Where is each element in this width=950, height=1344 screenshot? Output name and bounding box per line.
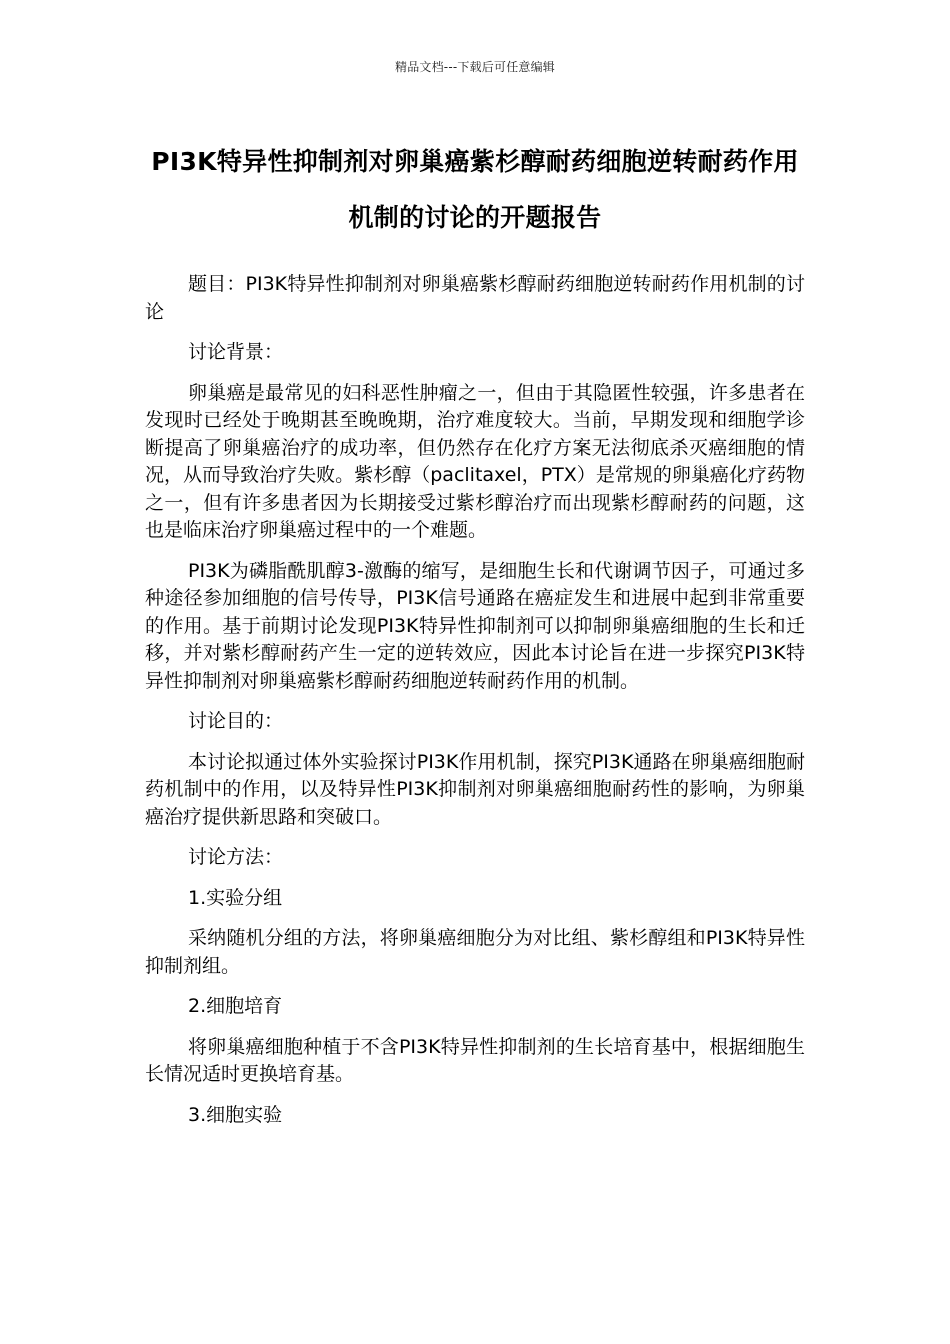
- method-heading-grouping: 1.实验分组: [188, 886, 283, 909]
- paragraph-background-ovarian-cancer: 卵巢癌是最常见的妇科恶性肿瘤之一，但由于其隐匿性较强，许多患者在发现时已经处于晚期甚至晚晚期，治疗难度较大。当前，早期发现和细胞学诊断提高了卵巢癌治疗的成功率，但仍然存在化疗方案无法彻底杀灭癌细胞的情况，从而导致治疗失败。紫杉醇（paclitaxel，PTX）是常规的卵巢癌化疗药物之一，但有许多患者因为长期接受过紫杉醇治疗而出现紫杉醇耐药的问题，这也是临床治疗卵巢癌过程中的一个难题。: [145, 381, 805, 541]
- heading-purpose: 讨论目的：: [188, 710, 284, 732]
- paragraph-topic: 题目：PI3K特异性抑制剂对卵巢癌紫杉醇耐药细胞逆转耐药作用机制的讨论: [145, 273, 805, 323]
- paragraph-purpose: 本讨论拟通过体外实验探讨PI3K作用机制，探究PI3K通路在卵巢癌细胞耐药机制中的作用，以及特异性PI3K抑制剂对卵巢癌细胞耐药性的影响，为卵巢癌治疗提供新思路和突破口。: [145, 750, 805, 828]
- paragraph-background-pi3k: PI3K为磷脂酰肌醇3-激酶的缩写，是细胞生长和代谢调节因子，可通过多种途径参加细胞的信号传导，PI3K信号通路在癌症发生和进展中起到非常重要的作用。基于前期讨论发现PI3K特异性抑制剂可以抑制卵巢癌细胞的生长和迁移，并对紫杉醇耐药产生一定的逆转效应，因此本讨论旨在进一步探究PI3K特异性抑制剂对卵巢癌紫杉醇耐药细胞逆转耐药作用的机制。: [145, 559, 805, 692]
- method-heading-cell-experiment: 3.细胞实验: [188, 1103, 283, 1126]
- heading-methods: 讨论方法：: [188, 846, 284, 868]
- page-header: 精品文档---下载后可任意编辑: [395, 60, 555, 74]
- paragraph-grouping: 采纳随机分组的方法，将卵巢癌细胞分为对比组、紫杉醇组和PI3K特异性抑制剂组。: [145, 927, 805, 977]
- paragraph-culture: 将卵巢癌细胞种植于不含PI3K特异性抑制剂的生长培育基中，根据细胞生长情况适时更换培育基。: [145, 1035, 805, 1085]
- document-body: [145, 271, 805, 1142]
- method-heading-culture: 2.细胞培育: [188, 995, 283, 1017]
- heading-background: 讨论背景：: [188, 341, 284, 363]
- document-title: PI3K特异性抑制剂对卵巢癌紫杉醇耐药细胞逆转耐药作用机制的讨论的开题报告: [151, 147, 799, 232]
